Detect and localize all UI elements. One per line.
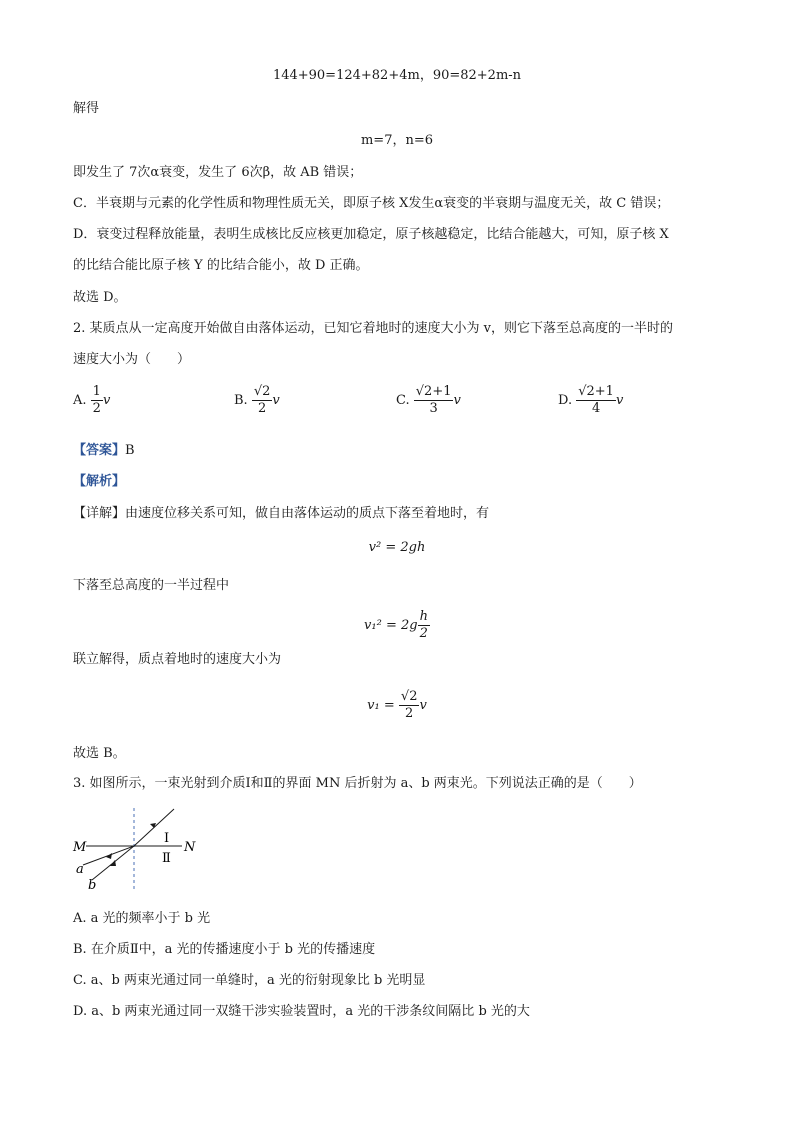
fraction: $\frac{1}{2}$ <box>92 384 101 416</box>
ray-b-arrow <box>110 860 116 866</box>
equation-3: v₁ = $\frac{√2}{2}$ v <box>367 688 427 721</box>
q3-option-c: C. a、b 两束光通过同一单缝时，a 光的衍射现象比 b 光明显 <box>73 973 426 988</box>
text-d-line1: D．衰变过程释放能量，表明生成核比反应核更加稳定，原子核越稳定，比结合能越大，可知，原子核 X <box>73 227 669 242</box>
text-d-line2: 的比结合能比原子核 Y 的比结合能小，故 D 正确。 <box>73 258 369 273</box>
q2-option-b: B. $\frac{√2}{2}$ v <box>234 384 280 416</box>
q2-option-c: C. $\frac{√2+1}{3}$ v <box>396 384 461 416</box>
q2-option-a: A. $\frac{1}{2}$ v <box>73 384 111 416</box>
q3-option-d: D. a、b 两束光通过同一双缝干涉实验装置时，a 光的干涉条纹间隔比 b 光的大 <box>73 1004 530 1019</box>
q2-choose: 故选 B。 <box>73 746 126 761</box>
fraction: $\frac{√2+1}{3}$ <box>415 384 452 416</box>
equation-top: 144+90=124+82+4m，90=82+2m-n <box>272 68 522 83</box>
text-alpha-beta: 即发生了 7次α衰变，发生了 6次β，故 AB 错误； <box>73 165 363 180</box>
fraction: $\frac{√2}{2}$ <box>253 384 271 416</box>
q2-analysis-tag: 【解析】 <box>73 474 126 489</box>
text-jiede: 解得 <box>73 101 100 116</box>
q2-stem-line1: 2. 某质点从一定高度开始做自由落体运动，已知它着地时的速度大小为 v，则它下落至总高度的一半时的 <box>73 321 674 336</box>
equation-mn: m=7，n=6 <box>360 133 434 148</box>
equation-2: v₁² = 2g $\frac{h}{2}$ <box>364 608 428 641</box>
q3-option-a: A. a 光的频率小于 b 光 <box>73 911 211 926</box>
text-c-line: C．半衰期与元素的化学性质和物理性质无关，即原子核 X发生α衰变的半衰期与温度无关，故 C 错误； <box>73 196 670 211</box>
q2-half-text: 下落至总高度的一半过程中 <box>73 578 230 593</box>
refraction-diagram <box>70 806 210 892</box>
q3-stem: 3. 如图所示，一束光射到介质Ⅰ和Ⅱ的界面 MN 后折射为 a、b 两束光。下列说法正确的是（ ） <box>73 776 642 791</box>
equation-1: v² = 2gh <box>368 540 426 555</box>
q2-stem-line2: 速度大小为（ ） <box>73 352 191 367</box>
label-medium-2: Ⅱ <box>162 851 171 866</box>
label-n: N <box>184 840 196 855</box>
fraction: $\frac{√2+1}{4}$ <box>578 384 614 416</box>
q2-answer: 【答案】B <box>73 443 135 458</box>
q2-detail: 【详解】由速度位移关系可知，做自由落体运动的质点下落至着地时，有 <box>73 506 490 521</box>
q2-solve-text: 联立解得，质点着地时的速度大小为 <box>73 652 282 667</box>
incident-arrow <box>150 823 156 828</box>
fraction: $\frac{h}{2}$ <box>419 608 428 641</box>
label-a: a <box>76 862 84 877</box>
q2-option-d: D. $\frac{√2+1}{4}$ v <box>558 384 624 416</box>
q3-option-b: B. 在介质Ⅱ中，a 光的传播速度小于 b 光的传播速度 <box>73 942 376 957</box>
label-m: M <box>73 840 87 855</box>
fraction: $\frac{√2}{2}$ <box>400 688 418 721</box>
text-choose-d: 故选 D。 <box>73 290 127 305</box>
label-b: b <box>88 878 97 892</box>
label-medium-1: Ⅰ <box>164 831 170 846</box>
